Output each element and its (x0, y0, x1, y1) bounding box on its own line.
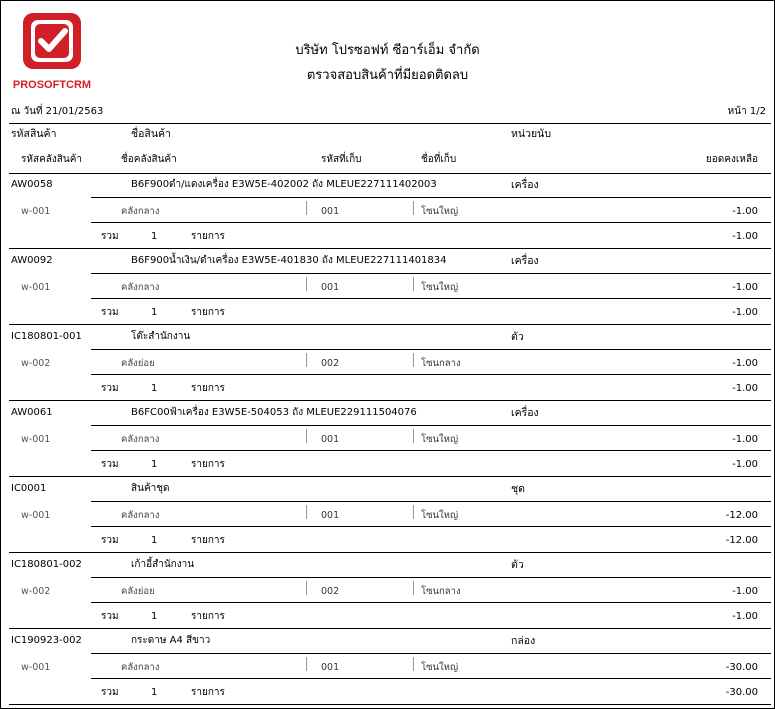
total-count: 1 (151, 383, 158, 394)
logo-text: PROSOFTCRM (12, 79, 92, 91)
product-name: B6F900น้ำเงิน/ดำเครื่อง E3W5E-401830 ถัง MLEUE227111401834 (131, 255, 447, 266)
location-name: โซนใหญ่ (421, 434, 459, 445)
location-name-divider (413, 505, 414, 519)
total-count: 1 (151, 231, 158, 242)
total-qty: -1.00 (732, 231, 758, 242)
item-subline (91, 577, 771, 578)
item-separator (9, 628, 771, 629)
col-product-code: รหัสสินค้า (11, 128, 57, 140)
location-name: โซนใหญ่ (421, 206, 459, 217)
location-name-divider (413, 277, 414, 291)
total-qty: -30.00 (725, 687, 758, 698)
location-name-divider (413, 581, 414, 595)
product-code: IC0001 (11, 483, 47, 494)
total-label: รวม (101, 535, 119, 546)
total-items-label: รายการ (191, 611, 225, 622)
total-label: รวม (101, 459, 119, 470)
detail-line (91, 298, 771, 299)
location-code-divider (306, 429, 307, 443)
balance-qty: -30.00 (725, 662, 758, 673)
total-qty: -1.00 (732, 383, 758, 394)
total-qty: -1.00 (732, 459, 758, 470)
location-name: โซนใหญ่ (421, 282, 459, 293)
location-name-divider (413, 657, 414, 671)
col-balance: ยอดคงเหลือ (705, 154, 758, 165)
product-unit: ตัว (511, 331, 524, 343)
detail-line (91, 526, 771, 527)
product-code: AW0061 (11, 407, 53, 418)
warehouse-code: w-001 (21, 282, 51, 293)
product-name: B6FC00ฟ้าเครื่อง E3W5E-504053 ถัง MLEUE229111504076 (131, 407, 417, 418)
product-unit: กล่อง (511, 635, 536, 647)
location-code: 001 (321, 206, 340, 217)
item-subline (91, 197, 771, 198)
balance-qty: -12.00 (725, 510, 758, 521)
item-separator (9, 248, 771, 249)
warehouse-name: คลังย่อย (121, 586, 155, 597)
balance-qty: -1.00 (732, 206, 758, 217)
balance-qty: -1.00 (732, 434, 758, 445)
total-count: 1 (151, 535, 158, 546)
header-top-line (9, 123, 771, 124)
product-code: AW0058 (11, 179, 53, 190)
total-items-label: รายการ (191, 687, 225, 698)
location-code-divider (306, 581, 307, 595)
product-unit: ชุด (511, 483, 525, 495)
location-name: โซนกลาง (421, 358, 461, 369)
balance-qty: -1.00 (732, 282, 758, 293)
item-separator (9, 324, 771, 325)
warehouse-name: คลังกลาง (121, 282, 160, 293)
warehouse-name: คลังกลาง (121, 434, 160, 445)
total-items-label: รายการ (191, 459, 225, 470)
item-subline (91, 501, 771, 502)
warehouse-code: w-002 (21, 358, 51, 369)
total-label: รวม (101, 307, 119, 318)
total-qty: -1.00 (732, 307, 758, 318)
warehouse-name: คลังกลาง (121, 662, 160, 673)
total-items-label: รายการ (191, 383, 225, 394)
location-name-divider (413, 201, 414, 215)
total-qty: -12.00 (725, 535, 758, 546)
total-items-label: รายการ (191, 535, 225, 546)
location-code-divider (306, 277, 307, 291)
total-qty: -1.00 (732, 611, 758, 622)
warehouse-code: w-001 (21, 510, 51, 521)
item-separator (9, 400, 771, 401)
product-code: IC190923-002 (11, 635, 82, 646)
product-name: B6F900ดำ/แดงเครื่อง E3W5E-402002 ถัง MLEUE227111402003 (131, 179, 437, 190)
company-name: บริษัท โปรซอฟท์ ซีอาร์เอ็ม จำกัด (295, 43, 480, 58)
total-label: รวม (101, 231, 119, 242)
product-name: โต๊ะสำนักงาน (131, 331, 191, 342)
balance-qty: -1.00 (732, 358, 758, 369)
location-name-divider (413, 353, 414, 367)
col-location-code: รหัสที่เก็บ (321, 154, 362, 165)
total-count: 1 (151, 687, 158, 698)
warehouse-code: w-001 (21, 206, 51, 217)
detail-line (91, 602, 771, 603)
warehouse-code: w-001 (21, 434, 51, 445)
detail-line (91, 374, 771, 375)
location-name: โซนใหญ่ (421, 662, 459, 673)
col-warehouse-name: ชื่อคลังสินค้า (121, 154, 177, 165)
col-product-name: ชื่อสินค้า (131, 128, 171, 140)
warehouse-code: w-002 (21, 586, 51, 597)
location-name: โซนกลาง (421, 586, 461, 597)
item-separator (9, 476, 771, 477)
balance-qty: -1.00 (732, 586, 758, 597)
product-unit: เครื่อง (511, 255, 539, 267)
location-name-divider (413, 429, 414, 443)
item-subline (91, 349, 771, 350)
as-of-date: ณ วันที่ 21/01/2563 (11, 106, 104, 117)
location-code: 001 (321, 282, 340, 293)
total-label: รวม (101, 383, 119, 394)
product-code: AW0092 (11, 255, 53, 266)
location-code: 002 (321, 586, 340, 597)
warehouse-name: คลังย่อย (121, 358, 155, 369)
warehouse-code: w-001 (21, 662, 51, 673)
total-label: รวม (101, 611, 119, 622)
header-bottom-line (9, 173, 771, 174)
product-code: IC180801-001 (11, 331, 82, 342)
page-number: หน้า 1/2 (727, 106, 766, 117)
location-code: 001 (321, 510, 340, 521)
warehouse-name: คลังกลาง (121, 206, 160, 217)
item-subline (91, 653, 771, 654)
col-unit: หน่วยนับ (511, 128, 551, 140)
item-separator (9, 704, 771, 705)
detail-line (91, 450, 771, 451)
location-code-divider (306, 505, 307, 519)
location-code: 002 (321, 358, 340, 369)
total-count: 1 (151, 459, 158, 470)
report-title: ตรวจสอบสินค้าที่มียอดติดลบ (306, 68, 469, 83)
product-code: IC180801-002 (11, 559, 82, 570)
location-code: 001 (321, 662, 340, 673)
total-count: 1 (151, 611, 158, 622)
total-items-label: รายการ (191, 307, 225, 318)
location-code-divider (306, 657, 307, 671)
location-code: 001 (321, 434, 340, 445)
col-location-name: ชื่อที่เก็บ (421, 154, 457, 165)
location-code-divider (306, 353, 307, 367)
detail-line (91, 222, 771, 223)
total-label: รวม (101, 687, 119, 698)
item-subline (91, 425, 771, 426)
col-warehouse-code: รหัสคลังสินค้า (21, 154, 83, 165)
product-unit: เครื่อง (511, 407, 539, 419)
total-items-label: รายการ (191, 231, 225, 242)
location-name: โซนใหญ่ (421, 510, 459, 521)
product-name: เก้าอี้สำนักงาน (131, 559, 195, 570)
product-unit: เครื่อง (511, 179, 539, 191)
product-unit: ตัว (511, 559, 524, 571)
location-code-divider (306, 201, 307, 215)
total-count: 1 (151, 307, 158, 318)
product-name: สินค้าชุด (131, 483, 170, 494)
item-subline (91, 273, 771, 274)
product-name: กระดาษ A4 สีขาว (131, 635, 211, 646)
warehouse-name: คลังกลาง (121, 510, 160, 521)
detail-line (91, 678, 771, 679)
item-separator (9, 552, 771, 553)
